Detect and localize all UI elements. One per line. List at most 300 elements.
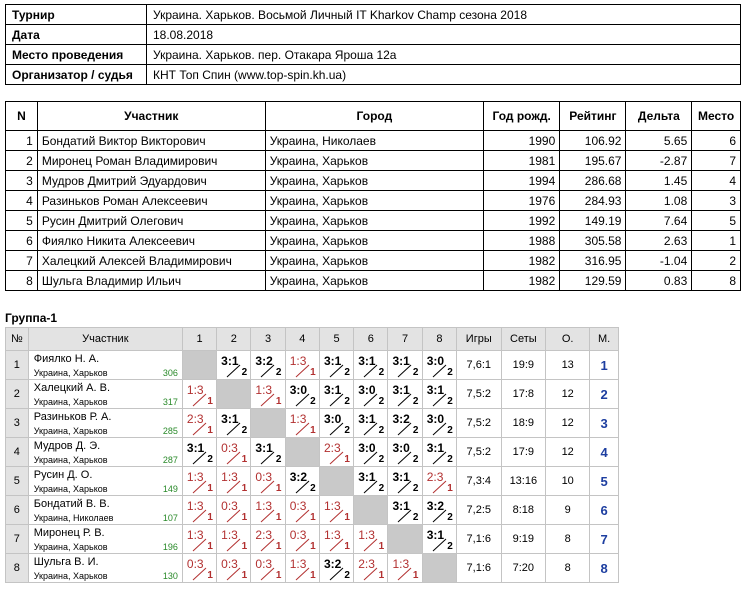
table-cell: 3: [692, 191, 741, 211]
set-score: 1:3: [186, 528, 204, 542]
player-rating: 107: [162, 513, 178, 523]
match-result: [354, 554, 388, 582]
set-score: 1:3: [289, 412, 307, 426]
set-score: 3:2: [255, 354, 273, 368]
group-row: [6, 351, 619, 380]
self-match-cell: [285, 438, 319, 467]
match-result-cell: [319, 525, 353, 554]
match-result: [251, 380, 285, 408]
sets-total: 9:19: [501, 525, 546, 554]
set-score: 3:1: [358, 470, 376, 484]
match-result-cell: [182, 525, 216, 554]
table-cell: -2.87: [626, 151, 692, 171]
row-number: 1: [6, 351, 29, 380]
match-points: 2: [344, 367, 350, 378]
match-result: [251, 554, 285, 582]
table-cell: Бондатий Виктор Викторович: [37, 131, 265, 151]
table-cell: Украина, Харьков: [265, 191, 483, 211]
group-column-header: 7: [388, 328, 422, 351]
set-score: 1:3: [392, 557, 410, 571]
group-column-header: 5: [319, 328, 353, 351]
games-total: 7,6:1: [457, 351, 502, 380]
table-cell: 1990: [484, 131, 560, 151]
place: 5: [590, 467, 619, 496]
points-total: 8: [546, 525, 590, 554]
match-result: [251, 438, 285, 466]
table-cell: 1981: [484, 151, 560, 171]
match-points: 2: [378, 425, 385, 436]
column-header: Год рожд.: [484, 102, 560, 131]
row-number: 4: [6, 438, 29, 467]
info-label: Дата: [6, 25, 147, 45]
info-value: Украина. Харьков. Восьмой Личный IT Kharkov Champ сезона 2018: [147, 5, 741, 25]
match-points: 2: [412, 396, 419, 407]
match-result-cell: [388, 467, 422, 496]
match-result-cell: [319, 438, 353, 467]
set-score: 3:1: [426, 441, 445, 455]
match-result-cell: [354, 351, 388, 380]
match-result: [286, 496, 320, 524]
player-name: Русин Д. О.: [33, 469, 93, 481]
match-result: [320, 438, 354, 466]
group-row: [6, 409, 619, 438]
player-city: Украина, Харьков: [33, 426, 108, 436]
match-points: 2: [447, 541, 453, 552]
tournament-info-table: [5, 4, 741, 85]
group-title: Группа-1: [5, 311, 58, 325]
match-points: 1: [275, 512, 282, 523]
self-match-cell: [354, 496, 388, 525]
match-result: [354, 409, 388, 437]
player-rating: 196: [162, 542, 178, 552]
row-number: 7: [6, 525, 29, 554]
table-cell: 1: [692, 231, 741, 251]
set-score: 1:3: [186, 470, 204, 484]
match-result-cell: [217, 554, 251, 583]
match-result-cell: [388, 438, 422, 467]
match-points: 1: [241, 483, 248, 494]
table-cell: 5: [692, 211, 741, 231]
table-cell: 1.08: [626, 191, 692, 211]
match-result: [286, 380, 320, 408]
place: 1: [590, 351, 619, 380]
player-rating: 130: [162, 571, 178, 581]
player-city: Украина, Харьков: [33, 455, 108, 465]
table-cell: Украина, Харьков: [265, 151, 483, 171]
table-cell: 7.64: [626, 211, 692, 231]
player-name: Халецкий А. В.: [33, 382, 111, 394]
player-city: Украина, Харьков: [33, 368, 108, 378]
match-result-cell: [182, 438, 216, 467]
table-cell: 5: [6, 211, 38, 231]
table-cell: 4: [692, 171, 741, 191]
info-value: КНТ Топ Спин (www.top-spin.kh.ua): [147, 65, 741, 85]
match-result: [217, 409, 251, 437]
match-result: [251, 351, 285, 379]
match-result-cell: [319, 409, 353, 438]
table-row: [6, 151, 741, 171]
match-result-cell: [251, 496, 285, 525]
row-number: 8: [6, 554, 29, 583]
column-header: Рейтинг: [560, 102, 626, 131]
column-header: N: [6, 102, 38, 131]
table-cell: 3: [6, 171, 38, 191]
match-points: 1: [344, 541, 350, 552]
match-result-cell: [354, 525, 388, 554]
info-row: [6, 45, 741, 65]
match-points: 1: [207, 483, 213, 494]
info-value: 18.08.2018: [147, 25, 741, 45]
table-cell: Миронец Роман Владимирович: [37, 151, 265, 171]
group-column-header: 2: [217, 328, 251, 351]
match-result: [183, 380, 217, 408]
match-result-cell: [285, 351, 319, 380]
match-points: 2: [378, 367, 385, 378]
participants-table: [5, 101, 741, 291]
match-result-cell: [388, 554, 422, 583]
match-points: 1: [412, 570, 419, 581]
table-cell: 6: [6, 231, 38, 251]
set-score: 3:0: [289, 383, 308, 397]
points-total: 12: [546, 409, 590, 438]
table-cell: 8: [6, 271, 38, 291]
games-total: 7,5:2: [457, 409, 502, 438]
table-cell: Украина, Николаев: [265, 131, 483, 151]
games-total: 7,1:6: [457, 525, 502, 554]
sets-total: 13:16: [501, 467, 546, 496]
info-row: [6, 65, 741, 85]
points-total: 12: [546, 438, 590, 467]
match-result: [388, 351, 422, 379]
table-cell: Разиньков Роман Алексеевич: [37, 191, 265, 211]
games-total: 7,5:2: [457, 380, 502, 409]
match-result: [388, 438, 422, 466]
match-result: [388, 380, 422, 408]
table-cell: 1988: [484, 231, 560, 251]
match-points: 2: [412, 367, 419, 378]
group-column-header: 6: [354, 328, 388, 351]
match-result: [183, 554, 217, 582]
match-points: 2: [447, 367, 453, 378]
match-result-cell: [217, 438, 251, 467]
games-total: 7,3:4: [457, 467, 502, 496]
group-column-header: 3: [251, 328, 285, 351]
set-score: 3:1: [323, 383, 342, 397]
match-result-cell: [251, 438, 285, 467]
set-score: 3:2: [392, 412, 410, 426]
table-cell: 195.67: [560, 151, 626, 171]
match-points: 2: [241, 367, 248, 378]
table-cell: 0.83: [626, 271, 692, 291]
group-column-header: Участник: [28, 328, 182, 351]
match-points: 1: [207, 512, 213, 523]
group-row: [6, 525, 619, 554]
match-points: 2: [447, 454, 453, 465]
set-score: 1:3: [186, 499, 204, 513]
match-result: [354, 438, 388, 466]
player-city: Украина, Харьков: [33, 397, 108, 407]
match-result: [217, 554, 251, 582]
set-score: 0:3: [289, 528, 307, 542]
table-cell: Русин Дмитрий Олегович: [37, 211, 265, 231]
table-cell: 316.95: [560, 251, 626, 271]
table-row: [6, 211, 741, 231]
table-cell: 2: [6, 151, 38, 171]
match-result-cell: [354, 554, 388, 583]
set-score: 3:0: [392, 441, 410, 455]
match-result-cell: [217, 467, 251, 496]
match-result-cell: [182, 409, 216, 438]
match-result-cell: [285, 380, 319, 409]
match-result-cell: [388, 380, 422, 409]
set-score: 0:3: [221, 441, 238, 455]
match-points: 2: [447, 396, 453, 407]
match-result: [183, 438, 217, 466]
player-cell: [28, 351, 182, 380]
set-score: 1:3: [323, 528, 341, 542]
match-result-cell: [422, 409, 456, 438]
info-label: Место проведения: [6, 45, 147, 65]
games-total: 7,1:6: [457, 554, 502, 583]
set-score: 3:1: [186, 441, 205, 455]
match-result: [217, 351, 251, 379]
match-result-cell: [354, 380, 388, 409]
group-row: [6, 496, 619, 525]
match-points: 1: [275, 483, 282, 494]
player-cell: [28, 409, 182, 438]
match-points: 2: [344, 570, 350, 581]
column-header: Город: [265, 102, 483, 131]
set-score: 3:1: [426, 383, 445, 397]
match-points: 1: [241, 454, 248, 465]
match-result: [286, 351, 320, 379]
match-result-cell: [251, 525, 285, 554]
match-result-cell: [285, 409, 319, 438]
match-result: [320, 351, 354, 379]
group-column-header: О.: [546, 328, 590, 351]
set-score: 1:3: [221, 470, 238, 484]
match-points: 1: [310, 425, 316, 436]
match-result-cell: [182, 467, 216, 496]
match-points: 2: [241, 425, 248, 436]
set-score: 0:3: [221, 557, 238, 571]
group-row: [6, 380, 619, 409]
set-score: 3:1: [392, 354, 410, 368]
match-points: 2: [378, 483, 385, 494]
set-score: 3:0: [358, 441, 376, 455]
set-score: 2:3: [426, 470, 444, 484]
table-cell: 129.59: [560, 271, 626, 291]
group-row: [6, 467, 619, 496]
match-result: [388, 467, 422, 495]
table-cell: Украина, Харьков: [265, 171, 483, 191]
match-result-cell: [251, 380, 285, 409]
set-score: 3:1: [392, 499, 410, 513]
sets-total: 17:8: [501, 380, 546, 409]
player-cell: [28, 496, 182, 525]
column-header: Место: [692, 102, 741, 131]
match-points: 1: [241, 512, 248, 523]
match-result-cell: [422, 525, 456, 554]
player-rating: 287: [162, 455, 178, 465]
set-score: 2:3: [323, 441, 341, 455]
player-name: Миронец Р. В.: [33, 527, 105, 539]
set-score: 2:3: [358, 557, 375, 571]
match-result: [217, 525, 251, 553]
table-cell: Украина, Харьков: [265, 271, 483, 291]
group-column-header: 4: [285, 328, 319, 351]
player-name: Бондатий В. В.: [33, 498, 110, 510]
group-row: [6, 554, 619, 583]
match-points: 1: [310, 512, 316, 523]
match-result: [217, 438, 251, 466]
set-score: 2:3: [255, 528, 273, 542]
table-cell: 286.68: [560, 171, 626, 191]
match-result: [286, 554, 320, 582]
match-result: [286, 467, 320, 495]
match-result: [423, 525, 457, 553]
match-result-cell: [319, 380, 353, 409]
match-result: [286, 409, 320, 437]
table-row: [6, 271, 741, 291]
self-match-cell: [319, 467, 353, 496]
match-points: 1: [275, 570, 282, 581]
match-result-cell: [217, 351, 251, 380]
match-points: 2: [447, 512, 453, 523]
player-rating: 285: [162, 426, 178, 436]
set-score: 1:3: [289, 354, 307, 368]
match-points: 1: [241, 570, 248, 581]
table-cell: 1: [6, 131, 38, 151]
set-score: 0:3: [255, 557, 273, 571]
match-result: [423, 438, 457, 466]
group-row: [6, 438, 619, 467]
table-cell: 149.19: [560, 211, 626, 231]
table-cell: Шульга Владимир Ильич: [37, 271, 265, 291]
sets-total: 17:9: [501, 438, 546, 467]
match-result-cell: [422, 467, 456, 496]
match-result: [354, 525, 388, 553]
set-score: 1:3: [358, 528, 375, 542]
table-cell: Фиялко Никита Алексеевич: [37, 231, 265, 251]
match-result: [183, 467, 217, 495]
place: 7: [590, 525, 619, 554]
player-cell: [28, 438, 182, 467]
set-score: 3:1: [392, 383, 410, 397]
set-score: 0:3: [221, 499, 238, 513]
games-total: 7,2:5: [457, 496, 502, 525]
match-points: 2: [344, 425, 350, 436]
games-total: 7,5:2: [457, 438, 502, 467]
match-points: 1: [447, 483, 453, 494]
match-result: [183, 496, 217, 524]
match-result-cell: [251, 554, 285, 583]
sets-total: 19:9: [501, 351, 546, 380]
match-result: [354, 380, 388, 408]
match-result-cell: [182, 380, 216, 409]
match-result: [320, 525, 354, 553]
table-cell: Халецкий Алексей Владимирович: [37, 251, 265, 271]
player-name: Разиньков Р. А.: [33, 411, 112, 423]
table-row: [6, 251, 741, 271]
table-cell: 1.45: [626, 171, 692, 191]
match-result: [320, 554, 354, 582]
match-points: 1: [310, 541, 316, 552]
row-number: 6: [6, 496, 29, 525]
points-total: 10: [546, 467, 590, 496]
match-result: [388, 496, 422, 524]
match-result-cell: [182, 496, 216, 525]
table-cell: 7: [6, 251, 38, 271]
match-result: [217, 467, 251, 495]
set-score: 3:1: [323, 354, 342, 368]
set-score: 3:1: [255, 441, 273, 455]
match-result: [354, 467, 388, 495]
match-result-cell: [422, 438, 456, 467]
set-score: 3:2: [289, 470, 308, 484]
table-cell: 4: [6, 191, 38, 211]
match-result-cell: [388, 351, 422, 380]
player-city: Украина, Харьков: [33, 484, 108, 494]
table-cell: 106.92: [560, 131, 626, 151]
points-total: 9: [546, 496, 590, 525]
match-result: [251, 525, 285, 553]
match-result: [183, 409, 217, 437]
match-points: 1: [378, 570, 385, 581]
match-points: 2: [344, 396, 350, 407]
row-number: 2: [6, 380, 29, 409]
set-score: 3:1: [358, 354, 376, 368]
place: 8: [590, 554, 619, 583]
place: 3: [590, 409, 619, 438]
match-points: 2: [275, 454, 282, 465]
table-cell: 1976: [484, 191, 560, 211]
match-points: 1: [310, 570, 316, 581]
set-score: 3:1: [392, 470, 410, 484]
table-cell: 1982: [484, 251, 560, 271]
match-result: [423, 351, 457, 379]
match-result-cell: [285, 496, 319, 525]
set-score: 3:0: [426, 354, 445, 368]
self-match-cell: [422, 554, 456, 583]
set-score: 1:3: [289, 557, 307, 571]
match-result: [423, 496, 457, 524]
match-points: 2: [310, 483, 316, 494]
group-column-header: Сеты: [501, 328, 546, 351]
match-result-cell: [422, 496, 456, 525]
player-name: Шульга В. И.: [33, 556, 99, 568]
match-result-cell: [251, 351, 285, 380]
match-result-cell: [285, 467, 319, 496]
match-result-cell: [422, 380, 456, 409]
table-cell: 7: [692, 151, 741, 171]
place: 4: [590, 438, 619, 467]
match-points: 1: [207, 425, 213, 436]
group-column-header: Игры: [457, 328, 502, 351]
self-match-cell: [182, 351, 216, 380]
match-result-cell: [319, 351, 353, 380]
set-score: 1:3: [255, 499, 273, 513]
set-score: 3:1: [221, 412, 239, 426]
table-cell: 1982: [484, 271, 560, 291]
set-score: 3:1: [358, 412, 376, 426]
set-score: 0:3: [289, 499, 307, 513]
set-score: 3:0: [358, 383, 376, 397]
match-result: [320, 409, 354, 437]
row-number: 5: [6, 467, 29, 496]
player-city: Украина, Харьков: [33, 542, 108, 552]
table-cell: 8: [692, 271, 741, 291]
